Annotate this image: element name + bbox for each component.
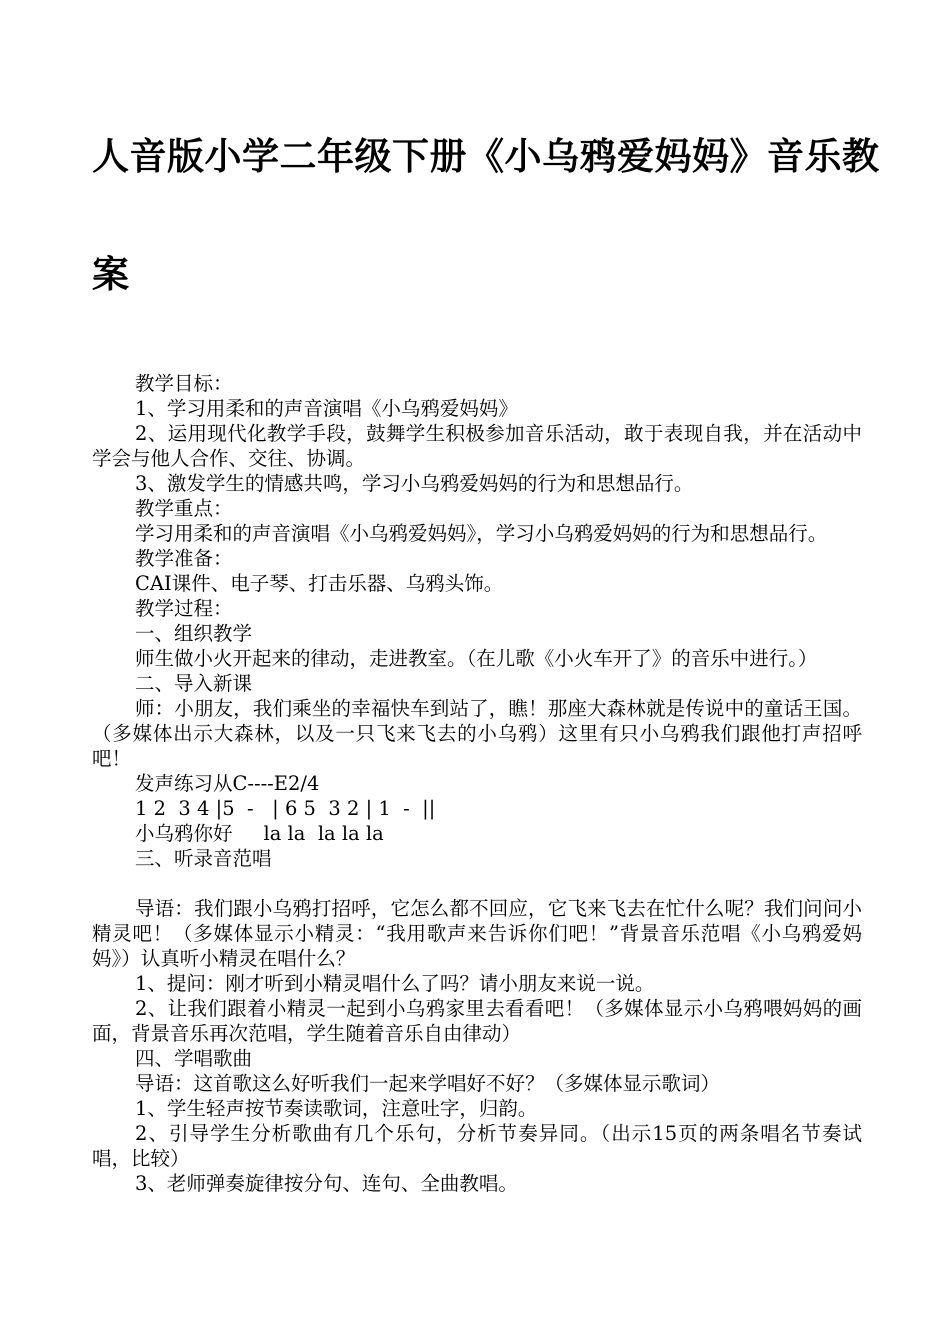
- preparation-text: CAI课件、电子琴、打击乐器、乌鸦头饰。: [135, 572, 504, 595]
- music-notation: 1 2 3 4 |5 - | 6 5 3 2 | 1 - ||: [135, 797, 436, 820]
- vocal-exercise-label: 发声练习从C----E2/4: [135, 772, 320, 795]
- section-heading-objectives: 教学目标：: [135, 372, 233, 395]
- step-heading: 三、听录音范唱: [135, 847, 272, 870]
- step-heading: 一、组织教学: [135, 622, 253, 645]
- blank-line: [92, 871, 862, 896]
- section-heading-key-points: 教学重点：: [135, 497, 233, 520]
- step-text: 3、老师弹奏旋律按分句、连句、全曲教唱。: [135, 1172, 518, 1195]
- step-text: 师生做小火开起来的律动，走进教室。（在儿歌《小火车开了》的音乐中进行。）: [135, 647, 818, 670]
- key-points-text: 学习用柔和的声音演唱《小乌鸦爱妈妈》，学习小乌鸦爱妈妈的行为和思想品行。: [135, 522, 828, 545]
- step-heading: 二、导入新课: [135, 672, 253, 695]
- step-text: 1、学生轻声按节奏读歌词，注意吐字，归韵。: [135, 1097, 538, 1120]
- step-heading: 四、学唱歌曲: [135, 1047, 253, 1070]
- section-heading-preparation: 教学准备：: [135, 547, 233, 570]
- step-text: 2、引导学生分析歌曲有几个乐句，分析节奏异同。（出示15页的两条唱名节奏试唱，比较）: [92, 1122, 862, 1170]
- step-text: 师：小朋友，我们乘坐的幸福快车到站了，瞧！那座大森林就是传说中的童话王国。（多媒体出示大森林，以及一只飞来飞去的小乌鸦）这里有只小乌鸦我们跟他打声招呼吧！: [92, 697, 862, 770]
- document-title-line-2: 案: [92, 252, 130, 296]
- step-text: 导语：我们跟小乌鸦打招呼，它怎么都不回应，它飞来飞去在忙什么呢？我们问问小精灵吧！（多媒体显示小精灵：“我用歌声来告诉你们吧！”背景音乐范唱《小乌鸦爱妈妈》）认真听小精灵在唱什么？: [92, 897, 862, 970]
- section-heading-process: 教学过程：: [135, 597, 233, 620]
- document-title-line-1: 人音版小学二年级下册《小乌鸦爱妈妈》音乐教: [92, 134, 880, 178]
- document-body: [92, 371, 862, 1196]
- objective-item: 2、运用现代化教学手段，鼓舞学生积极参加音乐活动，敢于表现自我，并在活动中学会与他人合作、交往、协调。: [92, 422, 862, 470]
- step-text: 1、提问：刚才听到小精灵唱什么了吗？请小朋友来说一说。: [135, 972, 655, 995]
- objective-item: 1、学习用柔和的声音演唱《小乌鸦爱妈妈》: [135, 397, 518, 420]
- step-text: 导语：这首歌这么好听我们一起来学唱好不好？（多媒体显示歌词）: [135, 1072, 721, 1095]
- step-text: 2、让我们跟着小精灵一起到小乌鸦家里去看看吧！（多媒体显示小乌鸦喂妈妈的画面，背景音乐再次范唱，学生随着音乐自由律动）: [92, 997, 862, 1045]
- objective-item: 3、激发学生的情感共鸣，学习小乌鸦爱妈妈的行为和思想品行。: [135, 472, 694, 495]
- lyrics-line: 小乌鸦你好 la la la la la: [135, 822, 384, 845]
